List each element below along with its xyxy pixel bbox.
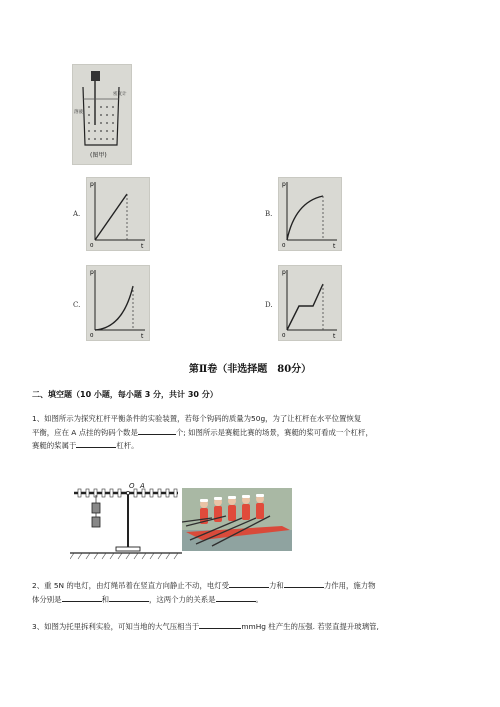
lever-label-a: A [140, 482, 145, 490]
figure-jia-caption: (图甲) [90, 152, 107, 159]
option-c-letter: C. [73, 301, 81, 309]
svg-text:t: t [333, 243, 336, 250]
answer-blank[interactable] [109, 593, 149, 602]
answer-blank[interactable] [138, 426, 176, 435]
svg-text:p: p [90, 269, 94, 276]
option-c-graph [86, 265, 150, 341]
svg-text:0: 0 [90, 243, 94, 249]
option-b-graph [278, 177, 342, 251]
lever-figure [70, 479, 182, 565]
fill-in-heading: 二、填空题（10 小题，每小题 3 分，共计 30 分） [32, 390, 218, 399]
svg-text:p: p [90, 181, 94, 188]
question-3: 3、如图为托里拆利实验，可知当地的大气压相当于 mmHg 柱产生的压强. 若竖直提升玻璃管, [32, 622, 379, 631]
option-d-graph [278, 265, 342, 341]
svg-text:t: t [141, 243, 144, 250]
option-b-letter: B. [265, 210, 273, 218]
svg-text:0: 0 [282, 243, 286, 249]
option-a-letter: A. [73, 210, 81, 218]
answer-blank[interactable] [76, 439, 116, 448]
figure-jia-label-left: 溶液 [74, 110, 83, 115]
section-title: 第Ⅱ卷（非选择题 80分） [188, 364, 312, 375]
question-2: 2、重 5N 的电灯，由灯绳吊着在竖直方向静止不动，电灯受 力和 力作用，施力物 体分别是 和 ，这两个力的关系是 。 [32, 581, 376, 604]
answer-blank[interactable] [216, 593, 256, 602]
answer-blank[interactable] [229, 579, 269, 588]
svg-text:t: t [141, 333, 144, 340]
svg-text:0: 0 [90, 333, 94, 339]
option-d-letter: D. [265, 301, 273, 309]
svg-text:p: p [282, 181, 286, 188]
svg-text:0: 0 [282, 333, 286, 339]
question-1: 1、如图所示为探究杠杆平衡条件的实验装置，若每个钩码的质量为50g，为了让杠杆在水平位置恢复 平衡，应在 A 点挂的钩码个数是 个; 如图所示是赛艇比赛的场景，赛艇的桨可看成一个杠杆， 赛艇的桨属于 杠杆。 [32, 414, 373, 451]
answer-blank[interactable] [199, 620, 241, 629]
figure-jia-photo [72, 64, 132, 165]
lever-label-o: O [129, 482, 135, 490]
figure-jia-label-right: 密度计 [113, 92, 127, 97]
svg-text:t: t [333, 333, 336, 340]
option-a-graph [86, 177, 150, 251]
answer-blank[interactable] [62, 593, 102, 602]
svg-text:p: p [282, 269, 286, 276]
rowing-photo [182, 488, 292, 551]
answer-blank[interactable] [284, 579, 324, 588]
